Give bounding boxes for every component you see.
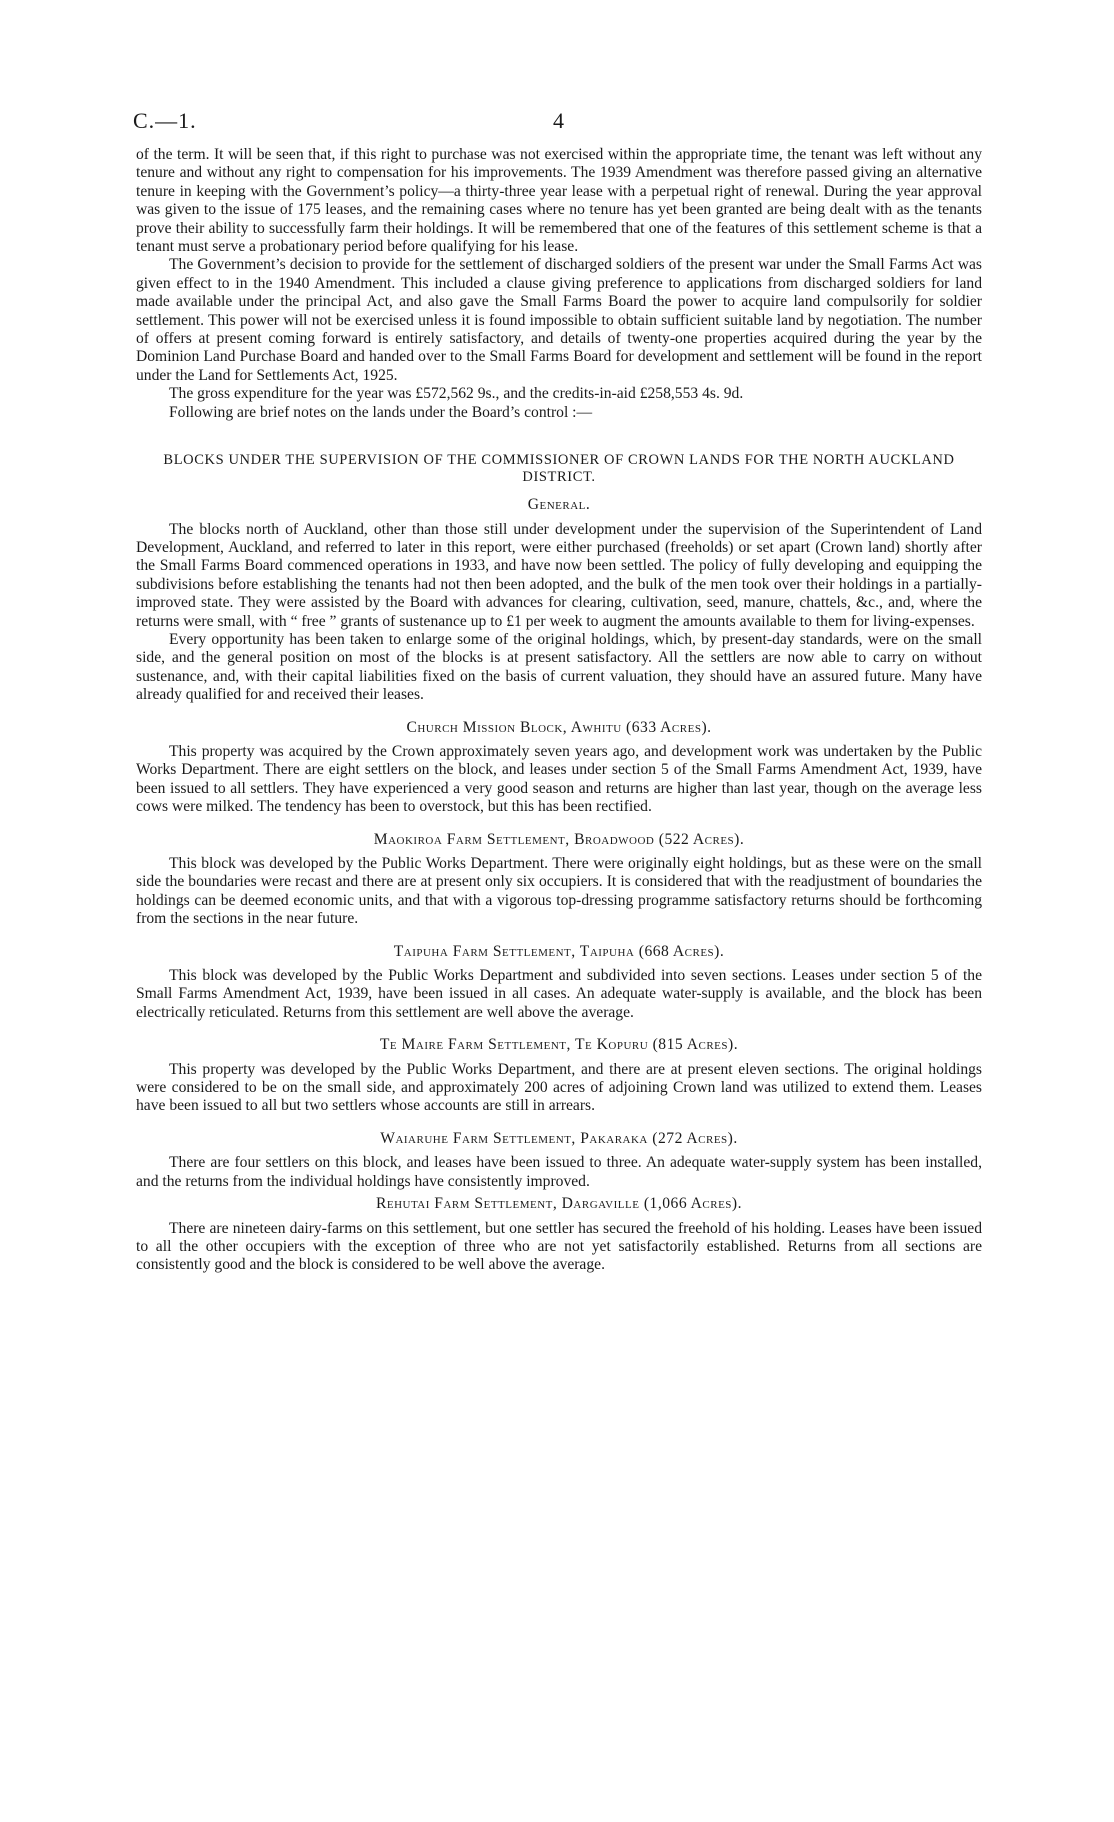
section-heading: BLOCKS UNDER THE SUPERVISION OF THE COMMISSIONER OF CROWN LANDS FOR THE NORTH AUCKLAND DISTRICT. (163, 452, 955, 486)
subheading-general: General. (527, 496, 591, 514)
page-header (133, 108, 986, 138)
block-paragraph: There are four settlers on this block, and leases have been issued to three. An adequate water-supply system has been installed, and the returns from the individual holdings have consistently improved. (136, 1154, 982, 1190)
block-title: Taipuha Farm Settlement, Taipuha (668 Acres). (393, 942, 725, 960)
general-paragraph: Every opportunity has been taken to enlarge some of the original holdings, which, by present-day standards, were on the small side, and the general position on most of the blocks is at present satisfactory. All the settlers are now able to carry on without sustenance, and, with their capital liabilities fixed on the basis of current valuation, they should have an assured future. Many have already qualified for and received their leases. (136, 630, 982, 704)
block-paragraph: There are nineteen dairy-farms on this settlement, but one settler has secured the freehold of his holding. Leases have been issued to all the other occupiers with the exception of three who are not yet satisfactorily established. Returns from all sections are consistently good and the block is considered to be well above the average. (136, 1219, 982, 1274)
general-paragraph: The blocks north of Auckland, other than those still under development under the supervision of the Superintendent of Land Development, Auckland, and referred to later in this report, were either purchased (freeholds) or set apart (Crown land) shortly after the Small Farms Board commenced operations in 1933, and have now been settled. The policy of fully developing and equipping the subdivisions before establishing the tenants had not then been adopted, and the bulk of the men took over their holdings in a partially-improved state. They were assisted by the Board with advances for clearing, cultivation, seed, manure, chattels, &c., and, where the returns were small, with “ free ” grants of sustenance up to £1 per week to augment the amounts available to them for living-expenses. (136, 520, 982, 630)
intro-paragraph: The gross expenditure for the year was £572,562 9s., and the credits-in-aid £258,553 4s. 9d. (169, 385, 744, 403)
block-title: Te Maire Farm Settlement, Te Kopuru (815 Acres). (379, 1036, 739, 1054)
block-paragraph: This property was developed by the Public Works Department, and there are at present eleven sections. The original holdings were considered to be on the small side, and approximately 200 acres of adjoining Crown land was utilized to extend them. Leases have been issued to all but two settlers whose accounts are still in arrears. (136, 1060, 982, 1115)
document-reference: C.—1. (133, 108, 197, 133)
block-paragraph: This property was acquired by the Crown approximately seven years ago, and development work was undertaken by the Public Works Department. There are eight settlers on the block, and leases under section 5 of the Small Farms Amendment Act, 1939, have been issued to all settlers. They have experienced a very good season and returns are higher than last year, though on the average less cows were milked. The tendency has been to overstock, but this has been rectified. (136, 742, 982, 816)
block-title: Waiaruhe Farm Settlement, Pakaraka (272 Acres). (380, 1129, 738, 1147)
block-paragraph: This block was developed by the Public Works Department. There were originally eight holdings, but as these were on the small side the boundaries were recast and there are at present only six occupiers. It is considered that with the readjustment of boundaries the holdings can be deemed economic units, and that with a vigorous top-dressing programme satisfactory returns should be forthcoming from the sections in the near future. (136, 855, 982, 928)
page-body (136, 146, 982, 1275)
block-title: Church Mission Block, Awhitu (633 Acres). (406, 718, 712, 736)
page-number: 4 (553, 108, 564, 133)
block-title: Rehutai Farm Settlement, Dargaville (1,066 Acres). (375, 1195, 743, 1213)
intro-paragraph-continued: of the term. It will be seen that, if this right to purchase was not exercised within the appropriate time, the tenant was left without any tenure and without any right to compensation for his improvements. The 1939 Amendment was therefore passed giving an alternative tenure in keeping with the Government’s policy—a thirty-three year lease with a perpetual right of renewal. During the year approval was given to the issue of 175 leases, and the remaining cases where no tenure has yet been granted are being dealt with as the tenants prove their ability to successfully farm their holdings. It will be remembered that one of the features of this settlement scheme is that a tenant must serve a probationary period before qualifying for his lease. (136, 146, 982, 256)
block-title: Maokiroa Farm Settlement, Broadwood (522 Acres). (373, 830, 745, 848)
block-paragraph: This block was developed by the Public Works Department and subdivided into seven sections. Leases under section 5 of the Small Farms Amendment Act, 1939, have been issued in all cases. An adequate water-supply is available, and the block has been electrically reticulated. Returns from this settlement are well above the average. (136, 967, 982, 1021)
intro-paragraph: The Government’s decision to provide for the settlement of discharged soldiers of the present war under the Small Farms Act was given effect to in the 1940 Amendment. This included a clause giving preference to applications from discharged soldiers for land made available under the principal Act, and also gave the Small Farms Board the power to acquire land compulsorily for soldier settlement. This power will not be exercised unless it is found impossible to obtain sufficient suitable land by negotiation. The number of offers at present coming forward is entirely satisfactory, and details of twenty-one properties acquired during the year by the Dominion Land Purchase Board and handed over to the Small Farms Board for development and settlement will be found in the report under the Land for Settlements Act, 1925. (136, 256, 982, 384)
intro-paragraph: Following are brief notes on the lands under the Board’s control :— (169, 403, 593, 421)
